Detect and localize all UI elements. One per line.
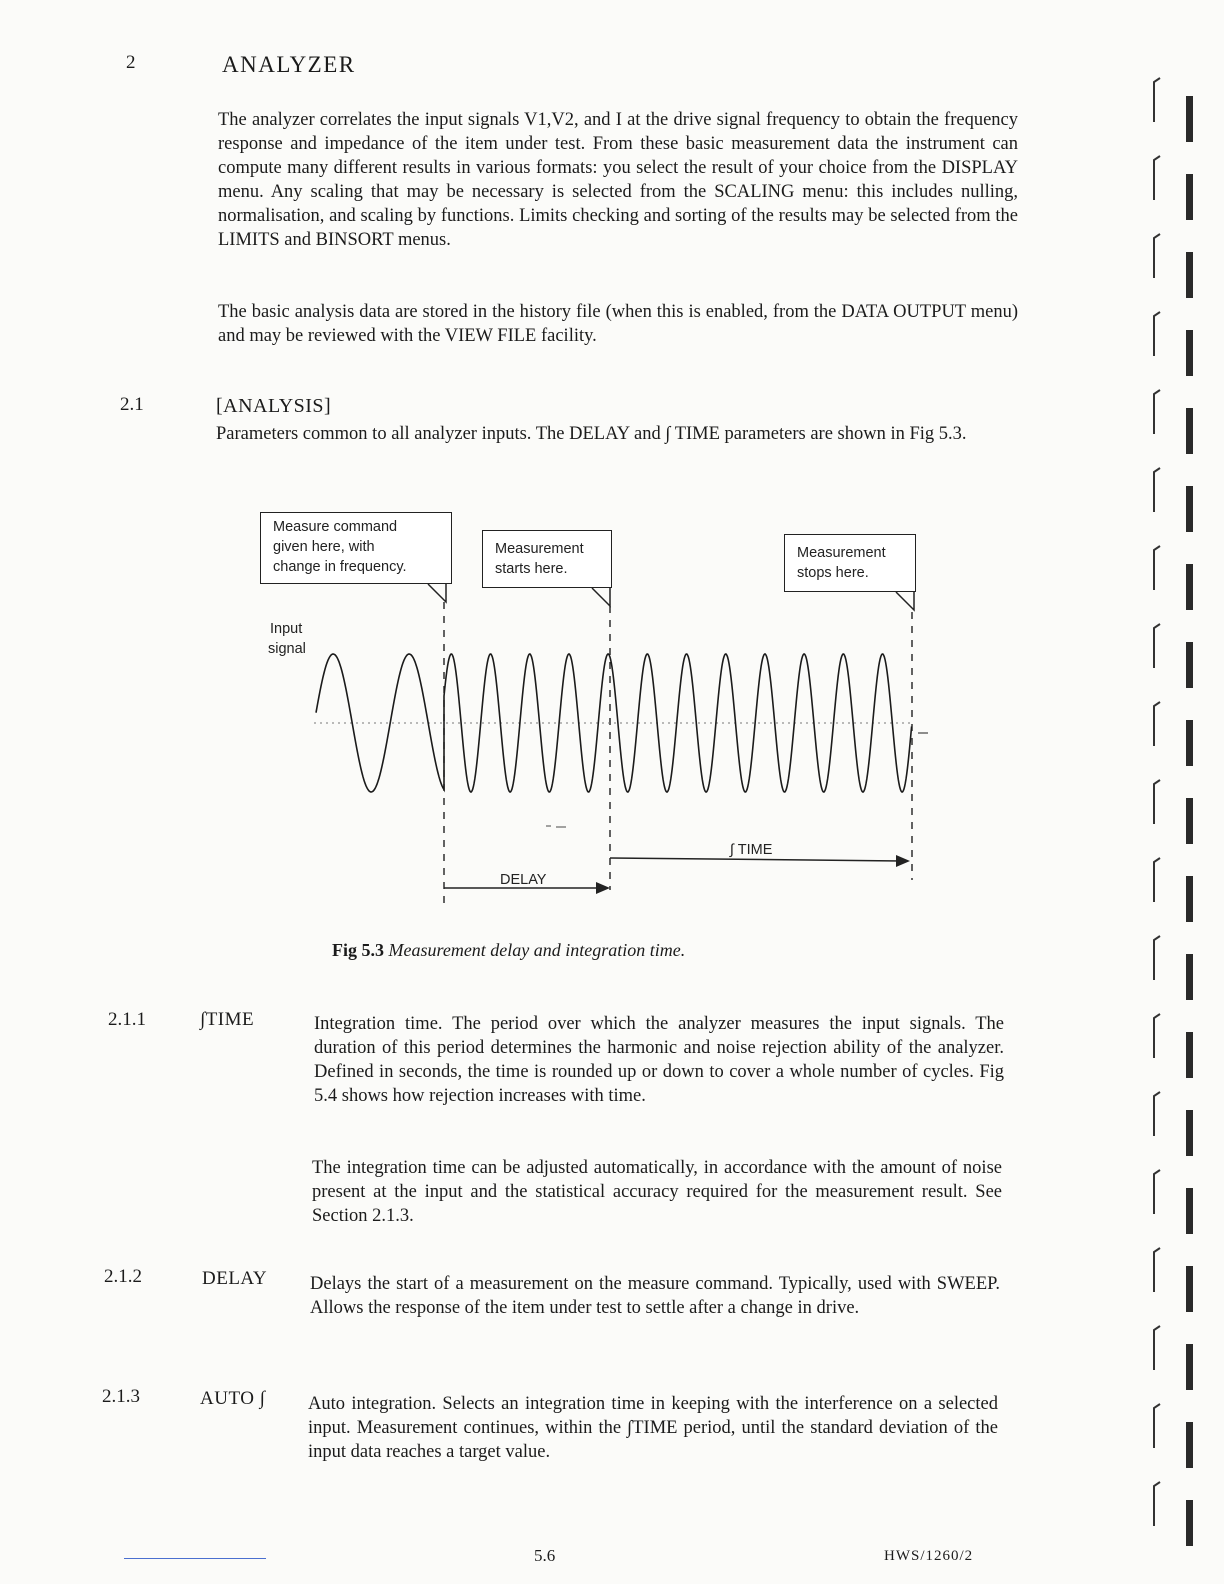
callout-2-line-2: starts here. <box>495 561 568 577</box>
item-number-2-1-3: 2.1.3 <box>102 1386 140 1407</box>
binder-bar <box>1186 798 1193 844</box>
binder-bar <box>1186 330 1193 376</box>
binder-bar <box>1186 486 1193 532</box>
item-label-auto: AUTO ∫ <box>200 1388 266 1409</box>
intro-paragraph-1: The analyzer correlates the input signals V1,V2, and I at the drive signal frequency to obtain the frequency response and impedance of the item under test. From these basic measurement data the instrument can compute many different results in various formats: you select the result of your choice from the DISPLAY menu. Any scaling that may be necessary is selected from the SCALING menu: this includes nulling, normalisation, and scaling by functions. Limits checking and sorting of the results may be selected from the LIMITS and BINSORT menus. <box>218 110 1018 250</box>
binder-bracket <box>1154 858 1160 902</box>
callout-1-line-1: Measure command <box>273 519 398 535</box>
binder-bracket <box>1154 624 1160 668</box>
delay-label: DELAY <box>500 872 547 888</box>
binder-bracket <box>1154 1092 1160 1136</box>
binder-bracket <box>1154 1404 1160 1448</box>
binder-bar <box>1186 564 1193 610</box>
item-2-1-1-paragraph-1: Integration time. The period over which the analyzer measures the input signals. The duration of this period determines the harmonic and noise rejection ability of the analyzer. Defined in seconds, the time is rounded up or down to cover a whole number of cycles. Fig 5.4 shows how rejection increases with time. <box>314 1014 1004 1106</box>
item-number-2-1-1: 2.1.1 <box>108 1009 146 1030</box>
subsection-number: 2.1 <box>120 394 144 415</box>
input-label-line-2: signal <box>268 641 306 657</box>
delay-arrowhead <box>596 882 610 894</box>
binder-bracket <box>1154 156 1160 200</box>
callout-3-line-1: Measurement <box>797 545 886 561</box>
binder-bracket <box>1154 1170 1160 1214</box>
callout-3-line-2: stops here. <box>797 565 869 581</box>
item-label-time: ∫TIME <box>200 1009 255 1030</box>
binder-bracket <box>1154 780 1160 824</box>
binder-bracket <box>1154 312 1160 356</box>
document-code: HWS/1260/2 <box>884 1548 974 1562</box>
callout-1-line-2: given here, with <box>273 539 375 555</box>
binder-bar <box>1186 642 1193 688</box>
binder-bar <box>1186 1110 1193 1156</box>
binder-bar <box>1186 252 1193 298</box>
binder-bar <box>1186 1422 1193 1468</box>
binder-bracket <box>1154 546 1160 590</box>
binder-bar <box>1186 720 1193 766</box>
caption-number: Fig 5.3 <box>332 940 384 960</box>
binder-bracket <box>1154 1248 1160 1292</box>
binder-bar <box>1186 1344 1193 1390</box>
binder-bar <box>1186 1266 1193 1312</box>
binder-bar <box>1186 876 1193 922</box>
time-arrowhead <box>896 855 910 867</box>
binder-rings <box>1134 0 1224 1584</box>
input-label-line-1: Input <box>270 621 303 637</box>
item-2-1-1-paragraph-2: The integration time can be adjusted automatically, in accordance with the amount of noise present at the input and the statistical accuracy required for the measurement result. See Section 2.1.3. <box>312 1158 1002 1226</box>
item-2-1-3-paragraph: Auto integration. Selects an integration time in keeping with the interference on a selected input. Measurement continues, within the ∫TIME period, until the standard deviation of the input data reaches a target value. <box>308 1394 998 1462</box>
footer-rule <box>124 1558 266 1559</box>
binder-bar <box>1186 1032 1193 1078</box>
time-label: ∫ TIME <box>730 842 773 858</box>
binder-bracket <box>1154 390 1160 434</box>
binder-bar <box>1186 96 1193 142</box>
binder-bracket <box>1154 468 1160 512</box>
binder-bracket <box>1154 1326 1160 1370</box>
binder-bracket <box>1154 936 1160 980</box>
binder-bracket <box>1154 78 1160 122</box>
binder-bar <box>1186 174 1193 220</box>
caption-text: Measurement delay and integration time. <box>388 940 686 960</box>
binder-bracket <box>1154 1014 1160 1058</box>
binder-bar <box>1186 408 1193 454</box>
item-2-1-2-paragraph: Delays the start of a measurement on the measure command. Typically, used with SWEEP. Allows the response of the item under test to settle after a change in drive. <box>310 1274 1000 1318</box>
binder-bar <box>1186 1500 1193 1546</box>
section-title: ANALYZER <box>222 52 356 77</box>
section-number: 2 <box>126 52 136 73</box>
page-number: 5.6 <box>534 1546 556 1565</box>
binder-bracket <box>1154 702 1160 746</box>
callout-2-line-1: Measurement <box>495 541 584 557</box>
binder-bracket <box>1154 1482 1160 1526</box>
binder-bar <box>1186 1188 1193 1234</box>
figure-caption <box>332 940 685 961</box>
callout-1-line-3: change in frequency. <box>273 559 407 575</box>
intro-paragraph-2: The basic analysis data are stored in the history file (when this is enabled, from the DATA OUTPUT menu) and may be reviewed with the VIEW FILE facility. <box>218 302 1018 346</box>
subsection-title: [ANALYSIS] <box>216 395 332 417</box>
binder-bracket <box>1154 234 1160 278</box>
item-number-2-1-2: 2.1.2 <box>104 1266 142 1287</box>
item-label-delay: DELAY <box>202 1268 268 1289</box>
binder-bar <box>1186 954 1193 1000</box>
subsection-text: Parameters common to all analyzer inputs. The DELAY and ∫ TIME parameters are shown in Fig 5.3. <box>216 424 967 444</box>
